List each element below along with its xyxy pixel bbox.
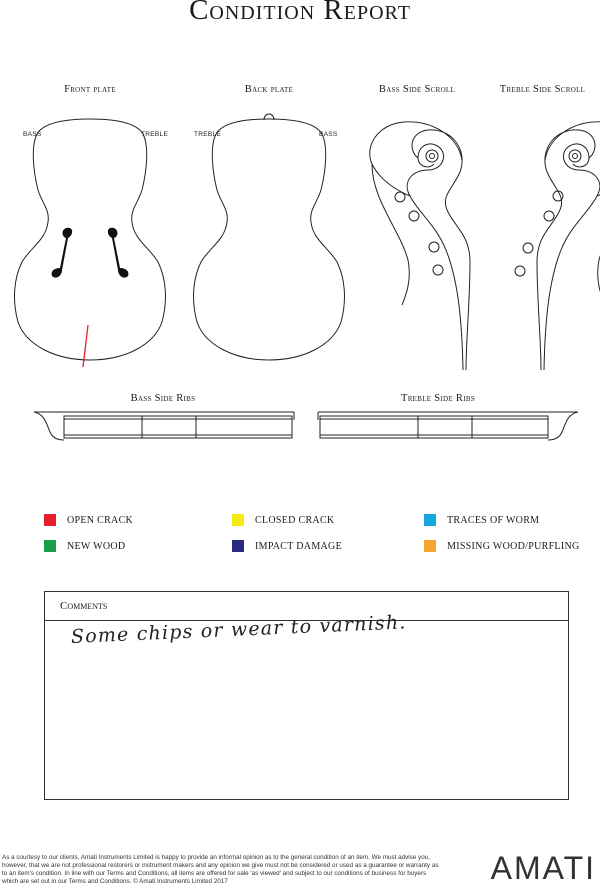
back-bass-side-label: BASS — [319, 131, 338, 138]
closed-crack-swatch — [232, 514, 244, 526]
open-crack-mark — [83, 325, 88, 367]
legend-label: NEW WOOD — [67, 540, 126, 552]
legend-open-crack — [44, 514, 133, 526]
legend-label: TRACES OF WORM — [447, 514, 540, 526]
f-hole-left — [52, 228, 73, 278]
legend-impact-damage — [232, 540, 342, 552]
traces-of-worm-swatch — [424, 514, 436, 526]
treble-scroll-eye — [569, 150, 581, 162]
treble-peg-hole-4 — [515, 266, 525, 276]
treble-scroll-eye-inner — [573, 154, 578, 159]
front-bass-side-label: BASS — [23, 131, 42, 138]
treble-peg-hole-3 — [523, 243, 533, 253]
bass-side-ribs — [34, 412, 294, 440]
impact-damage-swatch — [232, 540, 244, 552]
bass-peg-hole-3 — [429, 242, 439, 252]
comments-text: Some chips or wear to varnish. — [70, 611, 407, 648]
treble-ribs-label: Treble Side Ribs — [400, 393, 476, 404]
bass-ribs-label: Bass Side Ribs — [130, 393, 196, 404]
legend-label: MISSING WOOD/PURFLING — [447, 540, 580, 552]
treble-peg-hole-2 — [544, 211, 554, 221]
bass-peg-hole-4 — [433, 265, 443, 275]
missing-wood-swatch — [424, 540, 436, 552]
bass-peg-hole-1 — [395, 192, 405, 202]
back-plate-outline — [194, 119, 345, 360]
treble-scroll-outline — [537, 122, 600, 370]
bass-scroll-outline — [370, 122, 470, 370]
legend-label: CLOSED CRACK — [255, 514, 335, 526]
legend-missing-wood — [424, 540, 580, 552]
back-plate-label: Back plate — [244, 84, 294, 95]
bass-scroll-eye — [426, 150, 438, 162]
back-treble-side-label: TREBLE — [194, 131, 222, 138]
footer-disclaimer: As a courtesy to our clients, Amati Instruments Limited is happy to provide an informal opinion as to the general condition of an item. We must advise you, however, that we are not professional restorers or instrument makers and any opinion we give must not be considered or used as a guarantee or warranty as to an item's condition. In line with our Terms and Conditions, all items are offered for sale 'as viewed' and subject to our conditions of business for buyers which are set out in our Terms and Conditions. © Amati Instruments Limited 2017 — [2, 854, 439, 885]
treble-scroll-label: Treble Side Scroll — [499, 84, 586, 95]
legend-label: IMPACT DAMAGE — [255, 540, 342, 552]
front-treble-side-label: TREBLE — [141, 131, 169, 138]
bass-scroll-label: Bass Side Scroll — [378, 84, 456, 95]
treble-peg-hole-1 — [553, 191, 563, 201]
legend-closed-crack — [232, 514, 334, 526]
page-title: Condition Report — [189, 0, 411, 26]
treble-side-ribs — [318, 412, 578, 440]
front-plate-label: Front plate — [64, 84, 116, 95]
open-crack-swatch — [44, 514, 56, 526]
new-wood-swatch — [44, 540, 56, 552]
legend-traces-of-worm — [424, 514, 539, 526]
bass-peg-hole-2 — [409, 211, 419, 221]
amati-logo: AMATI — [490, 850, 596, 886]
f-hole-right — [108, 228, 129, 278]
legend-new-wood — [44, 540, 125, 552]
comments-heading: Comments — [45, 592, 568, 621]
bass-scroll-eye-inner — [430, 154, 435, 159]
comments-box — [44, 591, 569, 800]
front-plate-outline — [15, 119, 169, 360]
legend-label: OPEN CRACK — [67, 514, 134, 526]
